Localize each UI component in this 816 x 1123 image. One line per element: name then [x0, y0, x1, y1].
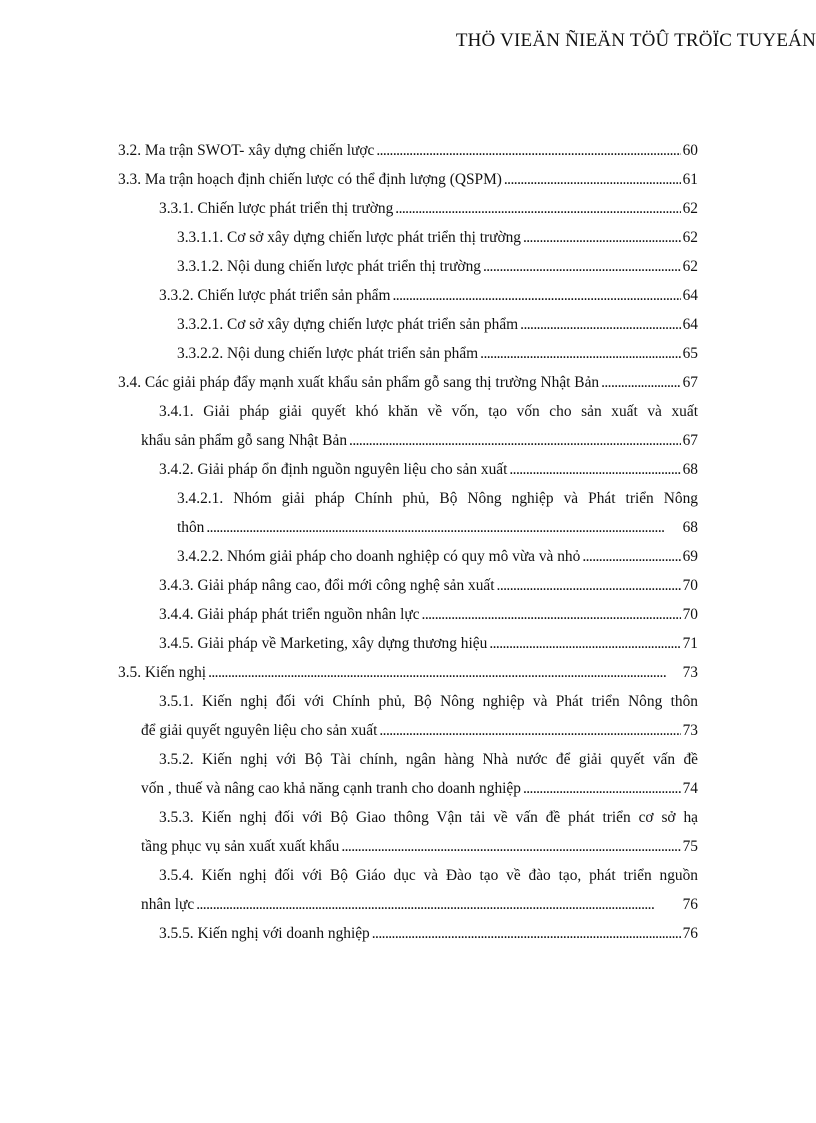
- dot-leader: [208, 664, 681, 682]
- toc-label: 3.4.5. Giải pháp về Marketing, xây dựng thương hiệu: [159, 635, 488, 652]
- toc-page-number: 62: [682, 258, 698, 275]
- dot-leader: [520, 316, 680, 334]
- toc-entry-3-3-1-2[interactable]: [118, 254, 698, 283]
- toc-label: 3.4.2. Giải pháp ổn định nguồn nguyên liệu cho sản xuất: [159, 461, 508, 478]
- toc-label: nhân lực: [141, 896, 195, 913]
- toc-entry-3-3-2[interactable]: [118, 283, 698, 312]
- dot-leader: [480, 345, 680, 363]
- toc-label: thôn: [177, 519, 205, 536]
- dot-leader: [379, 722, 680, 740]
- toc-entry-3-4-2-1-line1[interactable]: [118, 486, 698, 515]
- toc-label: 3.2. Ma trận SWOT- xây dựng chiến lược: [118, 142, 375, 159]
- dot-leader: [582, 548, 680, 566]
- toc-label: 3.3.2.2. Nội dung chiến lược phát triển sản phẩm: [177, 345, 479, 362]
- toc-page-number: 62: [682, 229, 698, 246]
- dot-leader: [206, 519, 680, 537]
- dot-leader: [349, 432, 681, 450]
- toc-entry-3-5-2-line1[interactable]: [118, 747, 698, 776]
- toc-label: 3.3.1.2. Nội dung chiến lược phát triển thị trường: [177, 258, 481, 275]
- toc-page-number: 64: [682, 316, 698, 333]
- toc-entry-3-5-1-line1[interactable]: [118, 689, 698, 718]
- toc-entry-3-2[interactable]: [118, 138, 698, 167]
- toc-page-number: 70: [682, 606, 698, 623]
- toc-label: 3.5.2. Kiến nghị với Bộ Tài chính, ngân hàng Nhà nước để giải quyết vấn đề: [159, 751, 698, 768]
- toc-entry-3-5-3-line1[interactable]: [118, 805, 698, 834]
- toc-label: 3.4. Các giải pháp đẩy mạnh xuất khẩu sản phẩm gỗ sang thị trường Nhật Bản: [118, 374, 600, 391]
- toc-label: 3.4.2.2. Nhóm giải pháp cho doanh nghiệp có quy mô vừa và nhỏ: [177, 548, 581, 565]
- toc-page-number: 65: [682, 345, 698, 362]
- toc-label: tầng phục vụ sản xuất xuất khẩu: [141, 838, 340, 855]
- toc-entry-3-4-2-2[interactable]: [118, 544, 698, 573]
- toc-entry-3-5-4-line1[interactable]: [118, 863, 698, 892]
- dot-leader: [523, 780, 681, 798]
- toc-label: vốn , thuế và nâng cao khả năng cạnh tranh cho doanh nghiệp: [141, 780, 521, 797]
- toc-page-number: 68: [682, 461, 698, 478]
- toc-page-number: 73: [682, 664, 698, 681]
- toc-label: 3.3.2.1. Cơ sở xây dựng chiến lược phát triển sản phẩm: [177, 316, 519, 333]
- toc-label: 3.3.2. Chiến lược phát triển sản phẩm: [159, 287, 391, 304]
- toc-page-number: 68: [682, 519, 698, 536]
- toc-label: 3.3.1.1. Cơ sở xây dựng chiến lược phát triển thị trường: [177, 229, 521, 246]
- toc-label: 3.4.4. Giải pháp phát triển nguồn nhân lực: [159, 606, 420, 623]
- toc-entry-3-3-1[interactable]: [118, 196, 698, 225]
- toc-page-number: 69: [682, 548, 698, 565]
- toc-entry-3-5-4-line2[interactable]: [118, 892, 698, 921]
- dot-leader: [504, 171, 681, 189]
- dot-leader: [372, 925, 681, 943]
- dot-leader: [601, 374, 681, 392]
- dot-leader: [509, 461, 680, 479]
- toc-page-number: 70: [682, 577, 698, 594]
- toc-label: 3.4.2.1. Nhóm giải pháp Chính phủ, Bộ Nông nghiệp và Phát triển Nông: [177, 490, 698, 507]
- toc-label: 3.4.1. Giải pháp giải quyết khó khăn về vốn, tạo vốn cho sản xuất và xuất: [159, 403, 698, 420]
- toc-entry-3-5-5[interactable]: [118, 921, 698, 950]
- toc-page-number: 67: [682, 432, 698, 449]
- toc-entry-3-3-2-1[interactable]: [118, 312, 698, 341]
- toc-entry-3-5-1-line2[interactable]: [118, 718, 698, 747]
- toc-entry-3-5-3-line2[interactable]: [118, 834, 698, 863]
- toc-label: 3.5. Kiến nghị: [118, 664, 207, 681]
- toc-label: 3.5.3. Kiến nghị đối với Bộ Giao thông Vận tải về vấn đề phát triển cơ sở hạ: [159, 809, 698, 826]
- toc-entry-3-4-1-line1[interactable]: [118, 399, 698, 428]
- toc-entry-3-5-2-line2[interactable]: [118, 776, 698, 805]
- toc-page-number: 73: [682, 722, 698, 739]
- toc-label: 3.5.1. Kiến nghị đối với Chính phủ, Bộ Nông nghiệp và Phát triển Nông thôn: [159, 693, 698, 710]
- toc-label: để giải quyết nguyên liệu cho sản xuất: [141, 722, 378, 739]
- toc-label: 3.5.5. Kiến nghị với doanh nghiệp: [159, 925, 370, 942]
- toc-page-number: 75: [682, 838, 698, 855]
- toc-page-number: 71: [682, 635, 698, 652]
- toc-page-number: 76: [682, 925, 698, 942]
- toc-entry-3-4-2-1-line2[interactable]: [118, 515, 698, 544]
- toc-label: 3.5.4. Kiến nghị đối với Bộ Giáo dục và Đào tạo về đào tạo, phát triển nguồn: [159, 867, 698, 884]
- toc-page-number: 76: [682, 896, 698, 913]
- toc-page-number: 60: [682, 142, 698, 159]
- dot-leader: [376, 142, 680, 160]
- toc-entry-3-4[interactable]: [118, 370, 698, 399]
- dot-leader: [483, 258, 681, 276]
- dot-leader: [395, 200, 680, 218]
- toc-label: 3.4.3. Giải pháp nâng cao, đổi mới công nghệ sản xuất: [159, 577, 495, 594]
- toc-entry-3-3-1-1[interactable]: [118, 225, 698, 254]
- toc-label: khẩu sản phẩm gỗ sang Nhật Bản: [141, 432, 348, 449]
- toc-entry-3-3[interactable]: [118, 167, 698, 196]
- toc-entry-3-4-5[interactable]: [118, 631, 698, 660]
- dot-leader: [523, 229, 681, 247]
- toc-page-number: 64: [682, 287, 698, 304]
- toc-page-number: 62: [682, 200, 698, 217]
- toc-entry-3-3-2-2[interactable]: [118, 341, 698, 370]
- dot-leader: [489, 635, 680, 653]
- dot-leader: [392, 287, 680, 305]
- toc-page-number: 61: [682, 171, 698, 188]
- toc-entry-3-4-2[interactable]: [118, 457, 698, 486]
- toc-entry-3-4-1-line2[interactable]: [118, 428, 698, 457]
- page-header-title: THÖ VIEÄN ÑIEÄN TÖÛ TRÖÏC TUYEÁN: [455, 30, 816, 51]
- toc-page-number: 67: [682, 374, 698, 391]
- toc-entry-3-5[interactable]: [118, 660, 698, 689]
- table-of-contents: [118, 138, 698, 950]
- dot-leader: [196, 896, 680, 914]
- dot-leader: [341, 838, 680, 856]
- toc-entry-3-4-4[interactable]: [118, 602, 698, 631]
- toc-label: 3.3.1. Chiến lược phát triển thị trường: [159, 200, 394, 217]
- toc-entry-3-4-3[interactable]: [118, 573, 698, 602]
- dot-leader: [422, 606, 681, 624]
- toc-label: 3.3. Ma trận hoạch định chiến lược có thể định lượng (QSPM): [118, 171, 502, 188]
- dot-leader: [497, 577, 681, 595]
- toc-page-number: 74: [682, 780, 698, 797]
